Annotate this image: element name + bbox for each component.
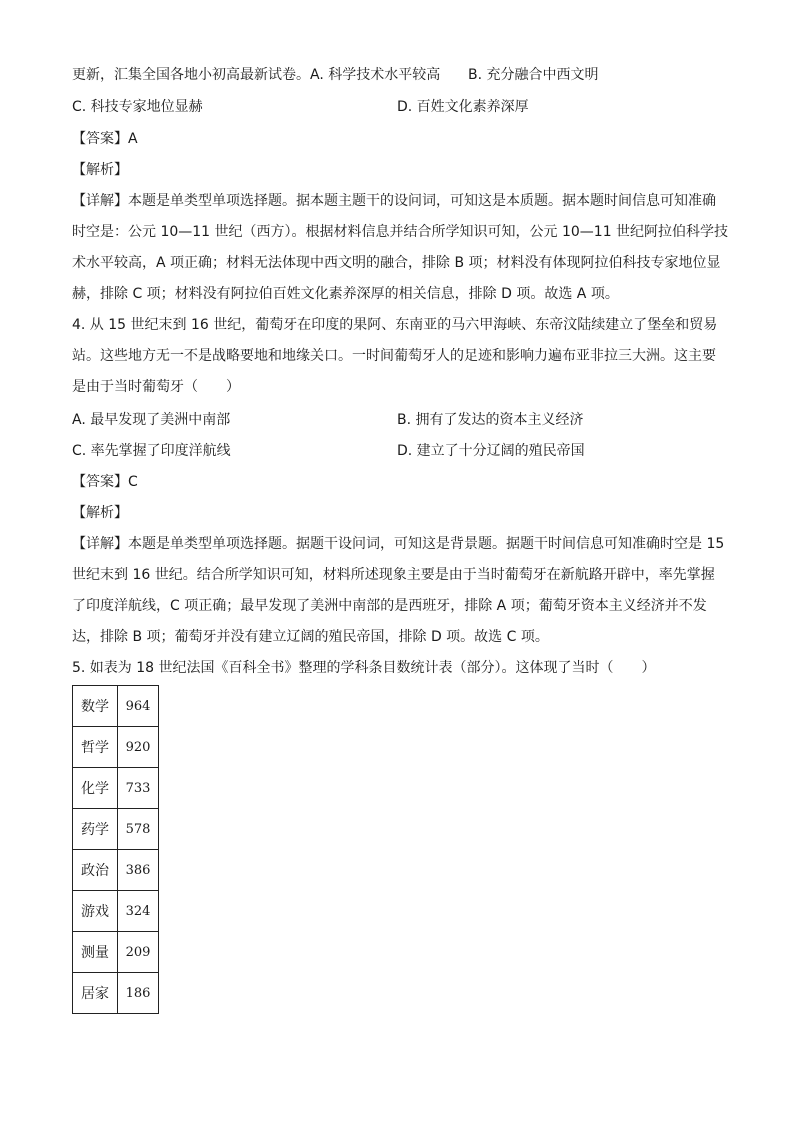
subject-cell: 测量 bbox=[73, 932, 118, 973]
q3-option-c: C. 科技专家地位显赫 bbox=[72, 99, 203, 115]
q4-stem-line: 站。这些地方无一不是战略要地和地缘关口。一时间葡萄牙人的足迹和影响力遍布亚非拉三大洲。这主要 bbox=[72, 348, 716, 364]
q3-detail-line: 时空是：公元 10—11 世纪（西方）。根据材料信息并结合所学知识可知，公元 10—11 世纪阿拉伯科学技 bbox=[72, 224, 729, 240]
table-row bbox=[73, 686, 159, 727]
q4-answer: 【答案】C bbox=[72, 474, 138, 490]
subject-cell: 哲学 bbox=[73, 727, 118, 768]
q4-option-b: B. 拥有了发达的资本主义经济 bbox=[397, 412, 584, 428]
q4-option-a: A. 最早发现了美洲中南部 bbox=[72, 412, 231, 428]
subject-count-table bbox=[72, 685, 159, 1014]
q5-stem: 5. 如表为 18 世纪法国《百科全书》整理的学科条目数统计表（部分）。这体现了当时（ ） bbox=[72, 660, 656, 676]
table-row bbox=[73, 809, 159, 850]
q3-option-b: B. 充分融合中西文明 bbox=[468, 67, 599, 83]
q4-option-d: D. 建立了十分辽阔的殖民帝国 bbox=[397, 443, 585, 459]
subject-cell: 游戏 bbox=[73, 891, 118, 932]
q4-detail-line: 了印度洋航线，C 项正确；最早发现了美洲中南部的是西班牙，排除 A 项；葡萄牙资本主义经济并不发 bbox=[72, 598, 707, 614]
count-cell: 920 bbox=[118, 727, 159, 768]
q4-detail-line: 达，排除 B 项；葡萄牙并没有建立辽阔的殖民帝国，排除 D 项。故选 C 项。 bbox=[72, 629, 549, 645]
table-row bbox=[73, 973, 159, 1014]
table-row bbox=[73, 891, 159, 932]
q3-continued-text: 更新，汇集全国各地小初高最新试卷。A. 科学技术水平较高 bbox=[72, 67, 441, 83]
count-cell: 386 bbox=[118, 850, 159, 891]
q4-stem-line: 4. 从 15 世纪末到 16 世纪，葡萄牙在印度的果阿、东南亚的马六甲海峡、东帝汶陆续建立了堡垒和贸易 bbox=[72, 317, 718, 333]
subject-cell: 政治 bbox=[73, 850, 118, 891]
count-cell: 964 bbox=[118, 686, 159, 727]
subject-cell: 化学 bbox=[73, 768, 118, 809]
subject-cell: 数学 bbox=[73, 686, 118, 727]
count-cell: 186 bbox=[118, 973, 159, 1014]
count-cell: 578 bbox=[118, 809, 159, 850]
table-row bbox=[73, 727, 159, 768]
table-row bbox=[73, 932, 159, 973]
table-row bbox=[73, 850, 159, 891]
q3-detail-line: 术水平较高，A 项正确；材料无法体现中西文明的融合，排除 B 项；材料没有体现阿拉伯科技专家地位显 bbox=[72, 255, 721, 271]
q4-detail-line: 世纪末到 16 世纪。结合所学知识可知，材料所述现象主要是由于当时葡萄牙在新航路开辟中，率先掌握 bbox=[72, 567, 715, 583]
q3-option-d: D. 百姓文化素养深厚 bbox=[397, 99, 529, 115]
table-row bbox=[73, 768, 159, 809]
count-cell: 733 bbox=[118, 768, 159, 809]
q4-detail-line: 【详解】本题是单类型单项选择题。据题干设问词，可知这是背景题。据题干时间信息可知准确时空是 15 bbox=[72, 536, 725, 552]
q4-option-c: C. 率先掌握了印度洋航线 bbox=[72, 443, 231, 459]
count-cell: 209 bbox=[118, 932, 159, 973]
q3-analysis-label: 【解析】 bbox=[72, 162, 128, 178]
subject-cell: 居家 bbox=[73, 973, 118, 1014]
q4-analysis-label: 【解析】 bbox=[72, 505, 128, 521]
count-cell: 324 bbox=[118, 891, 159, 932]
subject-cell: 药学 bbox=[73, 809, 118, 850]
q3-detail-line: 赫，排除 C 项；材料没有阿拉伯百姓文化素养深厚的相关信息，排除 D 项。故选 A 项。 bbox=[72, 286, 619, 302]
q3-answer: 【答案】A bbox=[72, 131, 138, 147]
q4-stem-line: 是由于当时葡萄牙（ ） bbox=[72, 379, 240, 395]
q3-detail-line: 【详解】本题是单类型单项选择题。据本题主题干的设问词，可知这是本质题。据本题时间信息可知准确 bbox=[72, 193, 716, 209]
